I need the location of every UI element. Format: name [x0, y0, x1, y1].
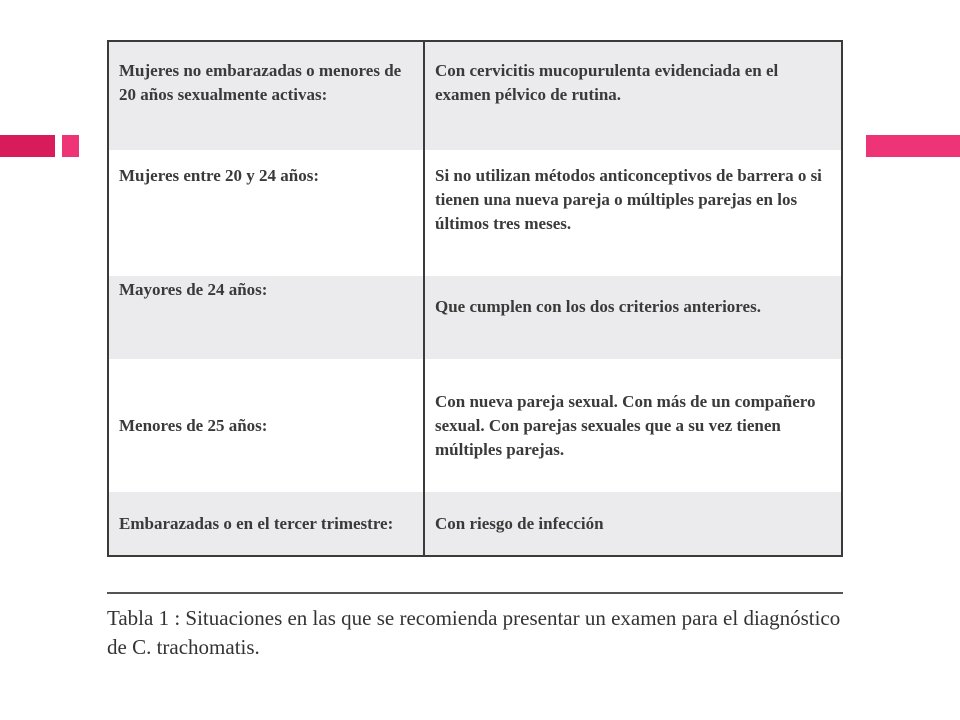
table-row — [109, 150, 841, 276]
accent-bar-left — [0, 135, 55, 157]
table-caption: Tabla 1 : Situaciones en las que se recomienda presentar un examen para el diagnóstico de C. trachomatis. — [107, 606, 841, 659]
group-cell: Embarazadas o en el tercer trimestre: — [109, 492, 424, 555]
group-cell: Mujeres entre 20 y 24 años: — [109, 150, 424, 276]
table-row — [109, 359, 841, 492]
condition-cell: Que cumplen con los dos criterios anteriores. — [424, 276, 841, 359]
table-row — [109, 276, 841, 359]
table-row — [109, 42, 841, 150]
group-cell: Mujeres no embarazadas o menores de 20 años sexualmente activas: — [109, 42, 424, 150]
condition-cell: Con nueva pareja sexual. Con más de un compañero sexual. Con parejas sexuales que a su vez tienen múltiples parejas. — [424, 359, 841, 492]
caption-divider — [107, 592, 843, 594]
condition-cell: Si no utilizan métodos anticonceptivos de barrera o si tienen una nueva pareja o múltiples parejas en los últimos tres meses. — [424, 150, 841, 276]
criteria-table — [107, 40, 843, 557]
group-cell: Menores de 25 años: — [109, 359, 424, 492]
accent-bar-left-small — [62, 135, 79, 157]
group-cell: Mayores de 24 años: — [109, 276, 424, 359]
accent-bar-right — [866, 135, 960, 157]
condition-cell: Con cervicitis mucopurulenta evidenciada en el examen pélvico de rutina. — [424, 42, 841, 150]
condition-cell: Con riesgo de infección — [424, 492, 841, 555]
table-row — [109, 492, 841, 555]
